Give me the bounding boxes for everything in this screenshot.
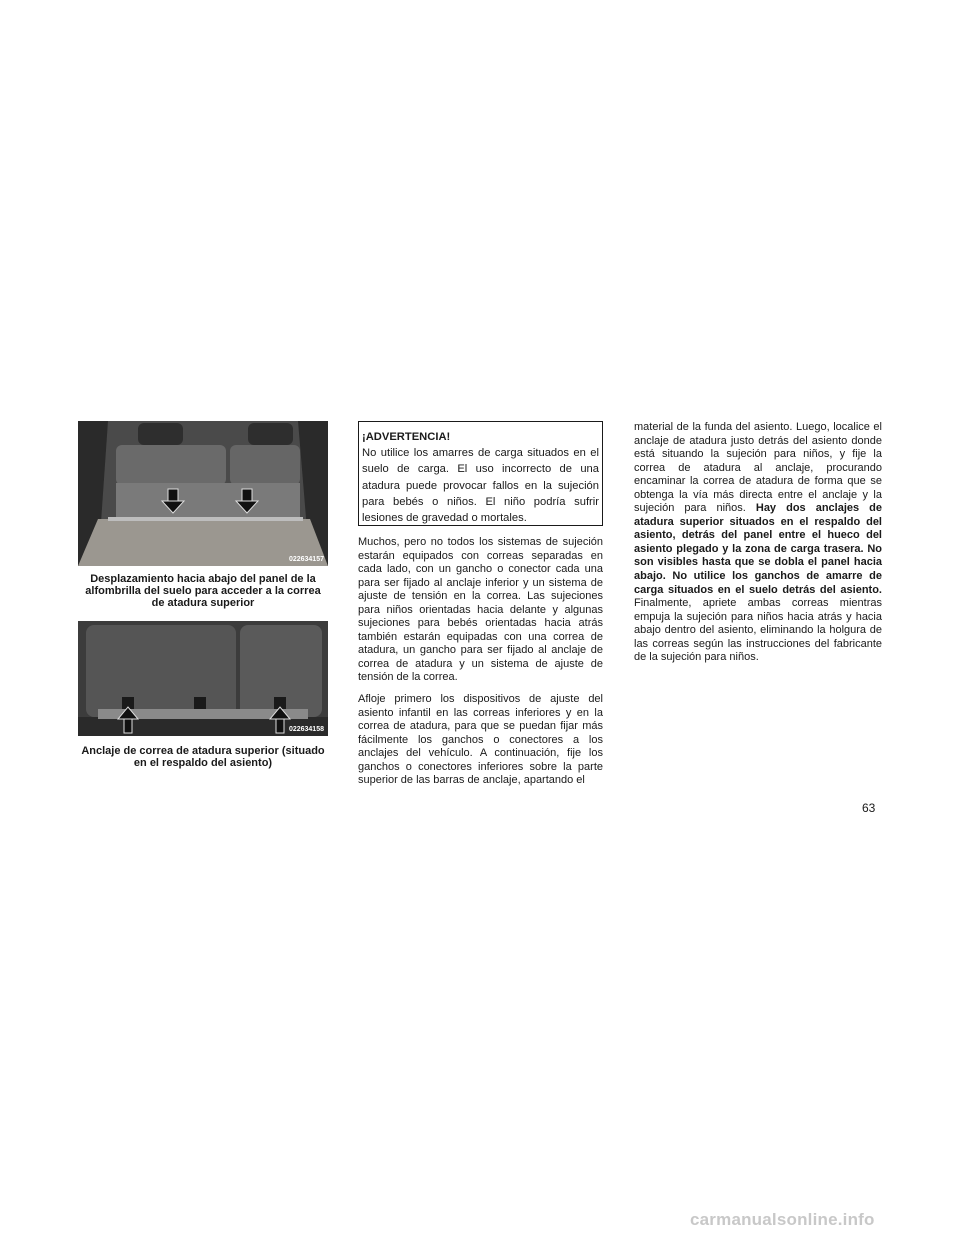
- paragraph-tail: Finalmente, apriete ambas correas mientras empuja la sujeción para niños hacia atrás y hacia abajo dentro del asiento, eliminando la holgura de las correas según las instrucciones del fabricante de la sujeción para niños.: [634, 597, 882, 664]
- paragraph-bold: Hay dos anclajes de atadura superior situados en el respaldo del asiento, detrás del panel entre el hueco del asiento plegado y la zona de carga trasera. No son visibles hasta que se dobla el panel hacia abajo. No utilice los ganchos de amarre de carga situados en el suelo detrás del asiento.: [634, 502, 882, 596]
- paragraph: [634, 421, 882, 665]
- paragraph: Muchos, pero no todos los sistemas de sujeción estarán equipados con correas separadas en cada lado, con un gancho o conector cada una para ser fijado al anclaje inferior y un sistema de ajuste de tensión en la correa. Las sujeciones para niños orientadas hacia delante y algunas sujeciones para bebés orientadas hacia atrás también estarán equipadas con una correa de atadura, un gancho para ser fijado al anclaje de correa de atadura y un sistema de ajuste de tensión de la correa.: [358, 536, 603, 684]
- cargo-area-illustration: [78, 421, 328, 566]
- body-column-middle: [358, 536, 603, 796]
- warning-box: [358, 421, 603, 526]
- page-number: 63: [862, 801, 876, 815]
- warning-title: ¡ADVERTENCIA!: [362, 431, 451, 443]
- warning-text: No utilice los amarres de carga situados en el suelo de carga. El uso incorrecto de una atadura puede provocar fallos en la sujeción para bebés o niños. El niño podría sufrir lesiones de gravedad o mortales.: [362, 447, 599, 525]
- seatback-anchor-illustration: [78, 621, 328, 736]
- body-column-right: [634, 421, 882, 673]
- paragraph: Afloje primero los dispositivos de ajuste del asiento infantil en las correas inferiores y en la correa de atadura, para que se puedan fijar más fácilmente los ganchos o conectores a los anclajes del vehículo. A continuación, fije los ganchos o conectores inferiores sobre la parte superior de las barras de anclaje, apartando el: [358, 693, 603, 787]
- paragraph-lead: material de la funda del asiento. Luego, localice el anclaje de atadura justo detrás del asiento donde está situando la sujeción para niños, y fije la correa de atadura al anclaje, procurando encaminar la correa de atadura de forma que se obtenga la vía más directa entre el anclaje y la sujeción para niños.: [634, 421, 882, 515]
- figure-caption-1: Desplazamiento hacia abajo del panel de la alfombrilla del suelo para acceder a la correa de atadura superior: [85, 573, 321, 609]
- image-code: 022634157: [288, 556, 324, 563]
- tether-anchor-photo: [78, 621, 328, 736]
- figure-caption-2: Anclaje de correa de atadura superior (situado en el respaldo del asiento): [81, 745, 325, 769]
- watermark: carmanualsonline.info: [690, 1210, 875, 1229]
- image-code: 022634158: [288, 726, 324, 733]
- cargo-floor-panel-photo: [78, 421, 328, 566]
